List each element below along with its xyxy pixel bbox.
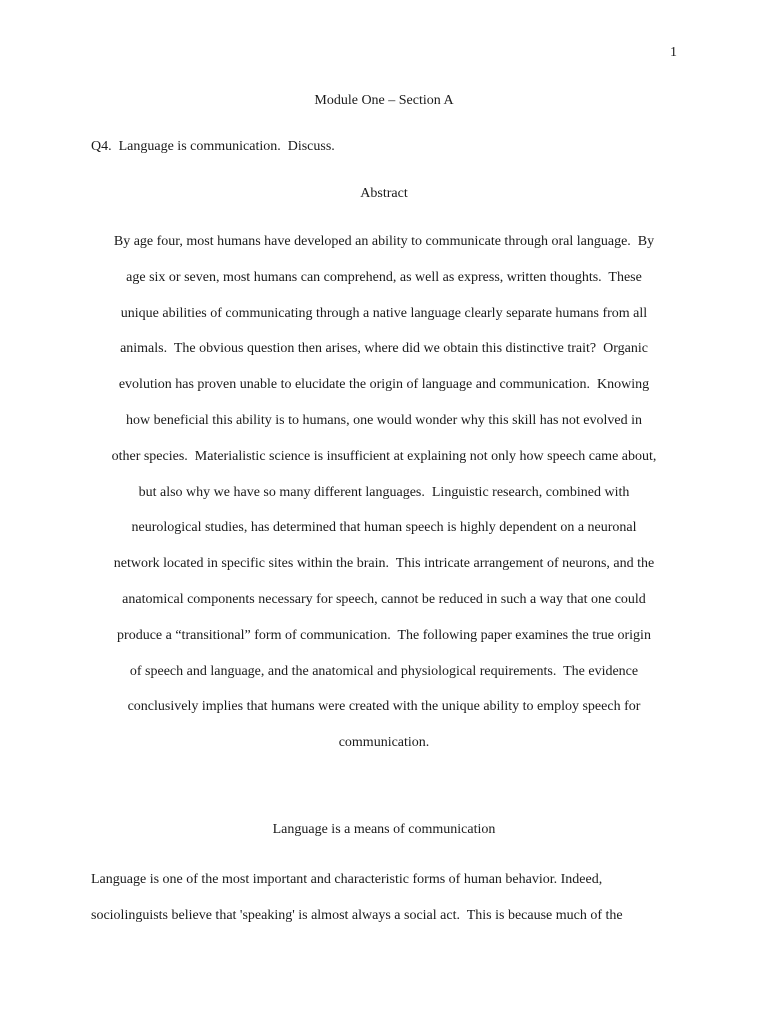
abstract-line: network located in specific sites within the brain. This intricate arrangement of neurons, and the xyxy=(113,556,655,572)
abstract-line: produce a “transitional” form of communication. The following paper examines the true origin xyxy=(117,627,651,643)
page-number: 1 xyxy=(670,45,677,60)
abstract-body xyxy=(80,230,688,767)
abstract-line: other species. Materialistic science is insufficient at explaining not only how speech came about, xyxy=(111,448,657,464)
abstract-line: communication. xyxy=(338,735,430,751)
abstract-line: By age four, most humans have developed an ability to communicate through oral language. By xyxy=(113,234,655,249)
body-line: Language is one of the most important and characteristic forms of human behavior. Indeed, xyxy=(91,872,603,887)
abstract-line: age six or seven, most humans can comprehend, as well as express, written thoughts. These xyxy=(126,269,642,285)
abstract-line: neurological studies, has determined that human speech is highly dependent on a neuronal xyxy=(131,520,637,536)
abstract-line: animals. The obvious question then arises, where did we obtain this distinctive trait? Organic xyxy=(120,341,648,357)
question-text: Q4. Language is communication. Discuss. xyxy=(91,139,335,154)
abstract-line: conclusively implies that humans were created with the unique ability to employ speech for xyxy=(127,699,641,715)
abstract-line: but also why we have so many different languages. Linguistic research, combined with xyxy=(138,484,630,500)
body-paragraph xyxy=(91,868,623,940)
abstract-line: anatomical components necessary for speech, cannot be reduced in such a way that one could xyxy=(122,591,646,607)
module-title: Module One – Section A xyxy=(314,93,454,108)
body-line: sociolinguists believe that 'speaking' is almost always a social act. This is because much of the xyxy=(91,908,623,923)
abstract-line: unique abilities of communicating through a native language clearly separate humans from all xyxy=(120,305,648,321)
abstract-line: evolution has proven unable to elucidate the origin of language and communication. Knowing xyxy=(118,377,650,393)
abstract-line: how beneficial this ability is to humans, one would wonder why this skill has not evolved in xyxy=(126,412,642,428)
section-heading: Language is a means of communication xyxy=(272,822,496,837)
abstract-line: of speech and language, and the anatomical and physiological requirements. The evidence xyxy=(129,663,639,679)
abstract-heading: Abstract xyxy=(360,186,408,201)
